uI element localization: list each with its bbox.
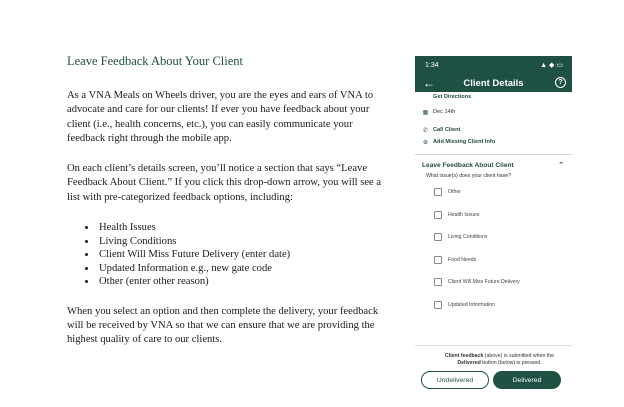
add-missing-info-button[interactable] bbox=[415, 136, 572, 148]
submission-note: Client feedback (above) is submitted when the Delivered button (below) is pressed. bbox=[445, 353, 554, 366]
chevron-up-icon[interactable]: ⌃ bbox=[558, 162, 564, 169]
get-directions-link[interactable] bbox=[415, 92, 572, 102]
instructions-paragraph: On each client’s details screen, you’ll notice a section that says “Leave Feedback About Client.” If you click this drop-down arrow, you will see a list with pre-categorized feedback options, including: bbox=[67, 163, 382, 203]
delivery-date: Dec 14th bbox=[433, 109, 456, 115]
status-time: 1:34 bbox=[425, 61, 439, 69]
checkbox[interactable] bbox=[434, 301, 442, 309]
option-label: Living Conditions bbox=[448, 234, 488, 241]
list-item: • Health Issues bbox=[97, 221, 387, 235]
get-directions-label: Get Directions bbox=[433, 94, 472, 100]
page-title: Client Details bbox=[463, 77, 524, 89]
calendar-icon: ▦ bbox=[422, 109, 429, 116]
call-client-button[interactable] bbox=[415, 124, 572, 136]
option-label: Food Needs bbox=[448, 256, 477, 263]
status-icons: ▲ ◆ ▭ bbox=[540, 62, 563, 69]
list-item: • Client Will Miss Future Delivery (enter date) bbox=[97, 248, 387, 262]
document-body bbox=[67, 54, 387, 363]
list-item: • Updated Information e.g., new gate code bbox=[97, 262, 387, 276]
delivered-button[interactable]: Delivered bbox=[493, 371, 561, 389]
option-label: Health Issues bbox=[448, 211, 480, 218]
closing-paragraph: When you select an option and then complete the delivery, your feedback will be received by VNA so that we can ensure that we are providing the highest quality of care to our clients. bbox=[67, 305, 379, 346]
feedback-title: Leave Feedback About Client bbox=[422, 161, 514, 169]
checkbox[interactable] bbox=[434, 278, 442, 286]
status-bar bbox=[415, 56, 572, 74]
doc-heading: Leave Feedback About Your Client bbox=[67, 54, 244, 68]
delivery-date-row bbox=[415, 106, 572, 118]
undelivered-button[interactable]: Undelivered bbox=[421, 371, 489, 389]
delivery-footer bbox=[415, 345, 572, 399]
list-item: • Living Conditions bbox=[97, 235, 387, 249]
option-label: Updated Information bbox=[448, 301, 496, 308]
phone-icon: ✆ bbox=[422, 127, 429, 134]
checkbox[interactable] bbox=[434, 233, 442, 241]
list-item: • Other (enter other reason) bbox=[97, 275, 387, 289]
feedback-dropdown-header[interactable] bbox=[415, 159, 572, 169]
option-label: Client Will Miss Future Delivery bbox=[448, 279, 520, 286]
help-icon[interactable]: ? bbox=[555, 77, 566, 88]
plus-circle-icon: ⊕ bbox=[422, 139, 429, 146]
feedback-options-list bbox=[67, 221, 387, 289]
feedback-question: What issue(s) does your client have? bbox=[426, 173, 512, 179]
call-client-label: Call Client bbox=[433, 127, 461, 133]
add-missing-info-label: Add Missing Client Info bbox=[433, 139, 496, 145]
option-label: Other bbox=[448, 189, 461, 196]
feedback-option-food-needs[interactable] bbox=[415, 249, 572, 272]
phone-screenshot bbox=[415, 56, 572, 399]
intro-paragraph: As a VNA Meals on Wheels driver, you are the eyes and ears of VNA to advocate and care for our clients! If ever you have feedback about your client (i.e., health concerns, etc.), you can easily communicate your feedback right through the mobile app. bbox=[67, 90, 374, 144]
back-arrow-icon[interactable]: ← bbox=[423, 76, 435, 90]
checkbox[interactable] bbox=[434, 211, 442, 219]
divider bbox=[415, 154, 572, 155]
feedback-option-updated-info[interactable] bbox=[415, 294, 572, 317]
app-header bbox=[415, 74, 572, 92]
checkbox[interactable] bbox=[434, 188, 442, 196]
feedback-option-living-conditions[interactable] bbox=[415, 226, 572, 249]
feedback-option-other[interactable] bbox=[415, 181, 572, 204]
feedback-option-health-issues[interactable] bbox=[415, 204, 572, 227]
feedback-option-miss-delivery[interactable] bbox=[415, 271, 572, 294]
delivery-buttons bbox=[415, 371, 572, 389]
checkbox[interactable] bbox=[434, 256, 442, 264]
feedback-options bbox=[415, 181, 572, 316]
